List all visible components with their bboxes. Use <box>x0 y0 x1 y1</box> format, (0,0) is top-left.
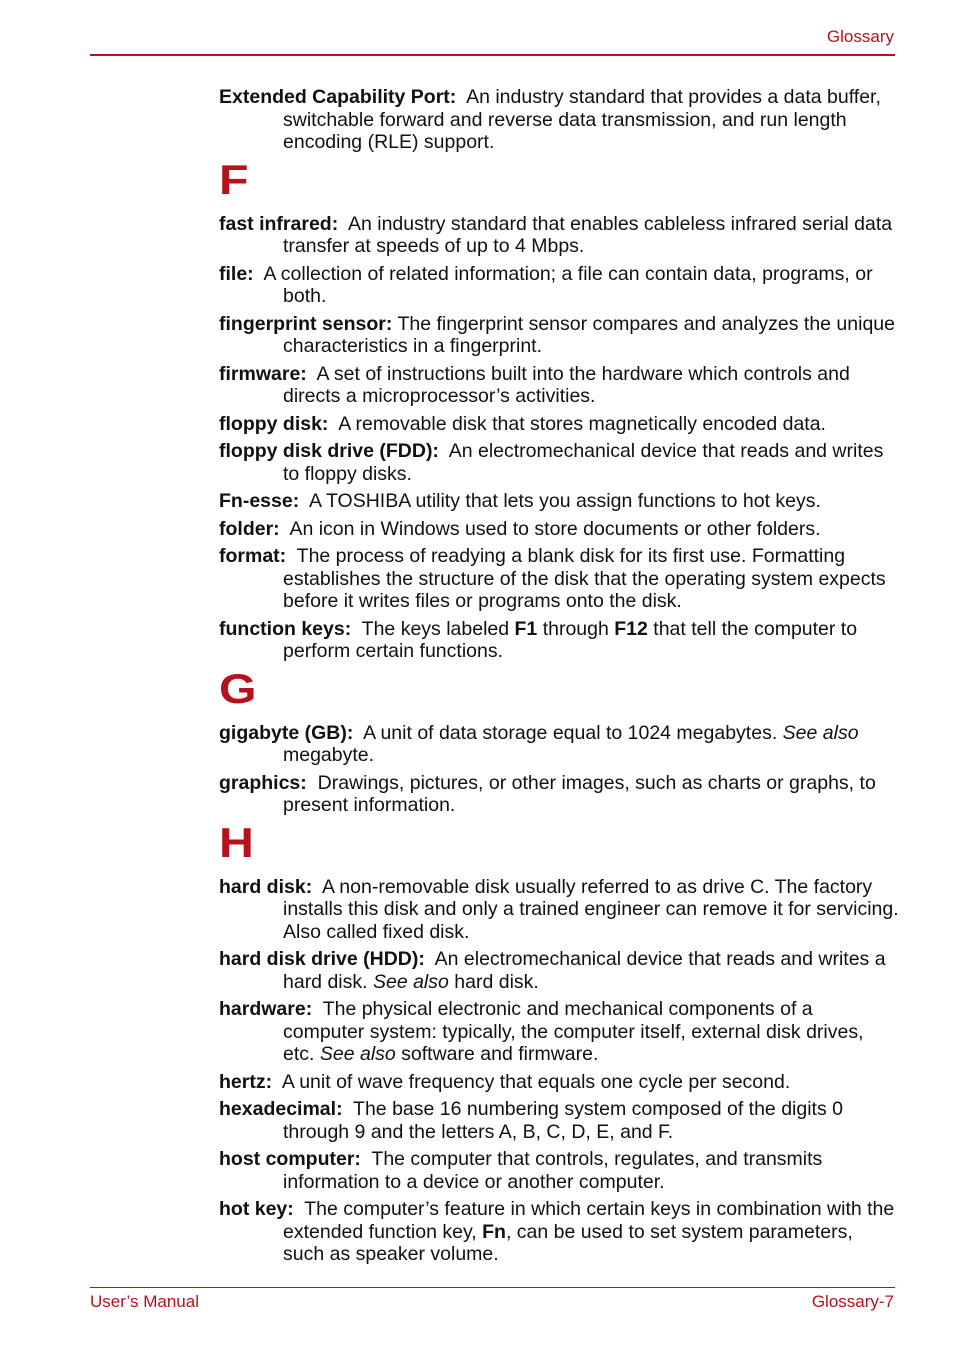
definition-part: An electromechanical device that reads and writes a hard disk. <box>283 948 886 993</box>
entry-term: hertz: <box>219 1070 273 1093</box>
entry-term: hardware: <box>219 998 313 1020</box>
entry-definition: A non-removable disk usually referred to as drive C. The factory installs this disk and only a trained engineer can remove it for servicing. Also called fixed disk. <box>283 875 899 943</box>
entry-term: hexadecimal: <box>219 1098 343 1120</box>
definition-part: The physical electronic and mechanical components of a computer system: typically, the computer itself, external disk drives, etc. <box>283 998 864 1065</box>
glossary-entry <box>219 722 899 767</box>
entry-definition: Drawings, pictures, or other images, such as charts or graphs, to present information. <box>283 771 876 816</box>
definition-part: megabyte. <box>283 744 375 766</box>
glossary-entry <box>219 213 899 258</box>
entry-term: floppy disk: <box>219 412 329 435</box>
glossary-entry <box>219 313 899 358</box>
entry-term: file: <box>219 262 254 285</box>
glossary-entry <box>219 440 899 485</box>
glossary-entry <box>219 545 899 613</box>
glossary-entry <box>219 618 899 663</box>
glossary-entry <box>219 518 899 541</box>
entry-term: Fn-esse: <box>219 490 300 512</box>
entry-definition: An icon in Windows used to store documents or other folders. <box>289 517 821 540</box>
entry-definition: An industry standard that enables cableless infrared serial data transfer at speeds of up to 4 Mbps. <box>283 212 893 257</box>
entry-term: fast infrared: <box>219 212 339 235</box>
glossary-entry <box>219 490 899 513</box>
footer-rule <box>90 1287 895 1288</box>
definition-part: , can be used to set system parameters, such as speaker volume. <box>283 1220 853 1265</box>
entry-term: hard disk: <box>219 875 313 898</box>
entry-term: gigabyte (GB): <box>219 721 354 744</box>
key-name: F1 <box>514 617 538 640</box>
definition-part: software and firmware. <box>395 1043 599 1065</box>
entry-term: firmware: <box>219 362 307 385</box>
key-name: F12 <box>614 617 648 640</box>
glossary-entry <box>219 263 899 308</box>
footer-manual-title: User’s Manual <box>90 1292 199 1311</box>
entry-definition: A TOSHIBA utility that lets you assign functions to hot keys. <box>308 490 821 512</box>
definition-part: The computer’s feature in which certain keys in combination with the extended function key, <box>283 1198 895 1243</box>
glossary-content <box>219 86 899 1271</box>
entry-term: host computer: <box>219 1148 361 1170</box>
entry-term: function keys: <box>219 617 352 640</box>
glossary-entry <box>219 772 899 817</box>
section-letter-h: H <box>219 818 254 866</box>
header-rule <box>90 54 895 56</box>
entry-definition: The fingerprint sensor compares and analyzes the unique characteristics in a fingerprint. <box>283 312 895 357</box>
glossary-entry <box>219 1148 899 1193</box>
key-name: Fn <box>482 1220 506 1243</box>
entry-term: hard disk drive (HDD): <box>219 948 425 970</box>
glossary-entry <box>219 948 899 993</box>
entry-definition: A unit of wave frequency that equals one cycle per second. <box>281 1070 791 1093</box>
entry-term: folder: <box>219 517 280 540</box>
entry-definition: A collection of related information; a file can contain data, programs, or both. <box>263 262 873 307</box>
glossary-entry <box>219 1098 899 1143</box>
section-letter-g: G <box>219 664 257 712</box>
definition-part: The keys labeled <box>361 617 515 640</box>
glossary-entry <box>219 1071 899 1094</box>
entry-definition: A removable disk that stores magnetically encoded data. <box>338 412 826 435</box>
see-also-emphasis: See also <box>319 1043 396 1065</box>
glossary-entry <box>219 998 899 1066</box>
definition-part: A unit of data storage equal to 1024 megabytes. <box>363 721 783 744</box>
definition-part: through <box>537 617 615 640</box>
entry-term: Extended Capability Port: <box>219 86 457 108</box>
see-also-emphasis: See also <box>372 970 449 993</box>
glossary-entry <box>219 876 899 944</box>
entry-term: hot key: <box>219 1198 294 1220</box>
glossary-entry <box>219 363 899 408</box>
entry-term: fingerprint sensor: <box>219 312 393 335</box>
definition-part: that tell the computer to perform certain functions. <box>283 617 858 662</box>
glossary-entry <box>219 86 899 154</box>
footer-page-number: Glossary-7 <box>811 1292 894 1311</box>
definition-part: hard disk. <box>448 970 539 993</box>
glossary-entry <box>219 413 899 436</box>
entry-term: graphics: <box>219 771 307 794</box>
entry-definition: The computer that controls, regulates, and transmits information to a device or another computer. <box>283 1148 823 1193</box>
entry-definition: The process of readying a blank disk for its first use. Formatting establishes the structure of the disk that the operating system expects before it writes files or programs onto the disk. <box>283 545 886 612</box>
entry-term: format: <box>219 545 287 567</box>
glossary-entry <box>219 1198 899 1266</box>
entry-term: floppy disk drive (FDD): <box>219 440 439 462</box>
entry-definition: The base 16 numbering system composed of the digits 0 through 9 and the letters A, B, C, D, E, and F. <box>283 1098 843 1143</box>
section-letter-f: F <box>219 155 249 203</box>
entry-definition: An industry standard that provides a data buffer, switchable forward and reverse data transmission, and run length encoding (RLE) support. <box>283 86 881 153</box>
running-header-title: Glossary <box>826 27 894 46</box>
entry-definition: An electromechanical device that reads and writes to floppy disks. <box>283 440 884 485</box>
entry-definition: A set of instructions built into the hardware which controls and directs a microprocessor’s activities. <box>283 362 850 407</box>
see-also-emphasis: See also <box>782 721 859 744</box>
